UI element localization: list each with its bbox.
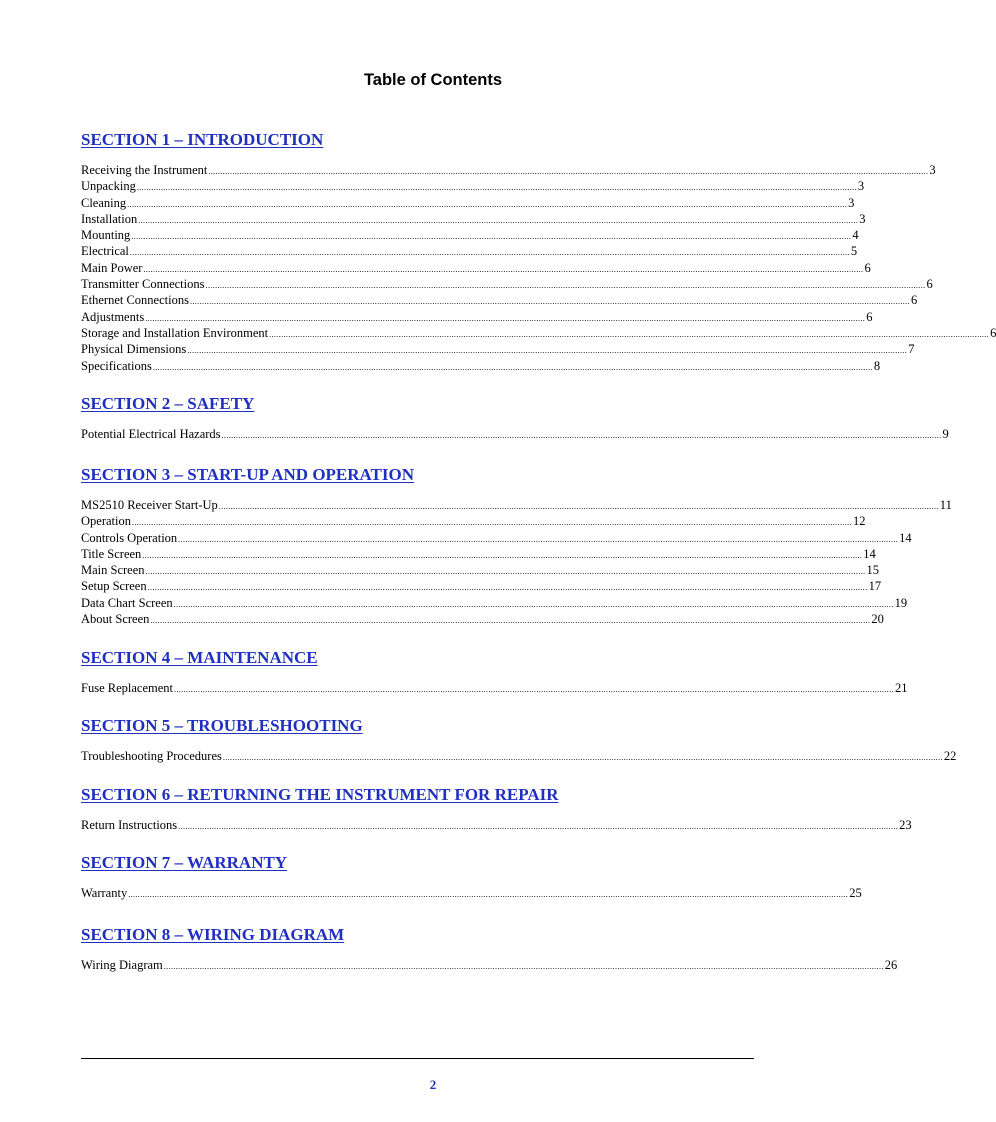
leader-dots: ............................................................................................................................................................................................................................................................................................................ [222, 753, 943, 762]
toc-entry[interactable] [81, 513, 866, 529]
entry-label: Warranty [81, 886, 128, 900]
leader-dots: ............................................................................................................................................................................................................................................................................................................ [131, 232, 852, 242]
entry-list [81, 885, 862, 901]
leader-dots: ............................................................................................................................................................................................................................................................................................................ [221, 431, 942, 440]
entry-page: 5 [850, 244, 858, 259]
section-heading[interactable]: SECTION 3 – START-UP AND OPERATION [81, 465, 415, 484]
toc-entry[interactable] [81, 211, 866, 227]
footer-divider [81, 1058, 754, 1059]
entry-page: 6 [866, 309, 873, 324]
entry-label: Transmitter Connections [81, 277, 205, 292]
entry-list [81, 957, 898, 973]
entry-label: Physical Dimensions [81, 342, 187, 357]
entry-list [81, 817, 912, 833]
toc-entry[interactable] [81, 162, 936, 178]
toc-entry[interactable] [81, 195, 855, 211]
entry-page: 6 [926, 277, 933, 292]
leader-dots: ............................................................................................................................................................................................................................................................................................................ [145, 313, 866, 323]
entry-list [81, 748, 957, 764]
leader-dots: ............................................................................................................................................................................................................................................................................................................ [131, 518, 852, 528]
entry-page: 22 [943, 749, 957, 763]
leader-dots: ............................................................................................................................................................................................................................................................................................................ [173, 599, 894, 609]
entry-label: Setup Screen [81, 579, 147, 594]
leader-dots: ............................................................................................................................................................................................................................................................................................................ [142, 550, 863, 560]
entry-label: Fuse Replacement [81, 681, 173, 695]
entry-page: 9 [942, 427, 949, 441]
toc-entry[interactable] [81, 227, 859, 243]
section-heading[interactable]: SECTION 6 – RETURNING THE INSTRUMENT FOR REPAIR [81, 785, 559, 804]
toc-entry[interactable] [81, 426, 949, 442]
entry-page: 17 [868, 579, 882, 594]
leader-dots: ............................................................................................................................................................................................................................................................................................................ [128, 890, 849, 899]
entry-page: 14 [899, 530, 912, 545]
toc-entry[interactable] [81, 530, 912, 546]
entry-label: Troubleshooting Procedures [81, 749, 222, 763]
toc-entry[interactable] [81, 595, 908, 611]
leader-dots: ............................................................................................................................................................................................................................................................................................................ [178, 822, 899, 831]
entry-label: Operation [81, 514, 131, 529]
entry-label: Installation [81, 211, 138, 226]
toc-entry[interactable] [81, 497, 952, 513]
entry-page: 6 [990, 325, 996, 340]
leader-dots: ............................................................................................................................................................................................................................................................................................................ [129, 248, 850, 258]
entry-page: 19 [894, 595, 908, 610]
toc-entry[interactable] [81, 341, 915, 357]
leader-dots: ............................................................................................................................................................................................................................................................................................................ [178, 534, 899, 544]
entry-page: 6 [864, 260, 871, 275]
entry-label: Data Chart Screen [81, 595, 173, 610]
section-heading[interactable]: SECTION 7 – WARRANTY [81, 853, 288, 872]
section-3 [81, 464, 952, 627]
entry-list [81, 426, 949, 442]
leader-dots: ............................................................................................................................................................................................................................................................................................................ [205, 281, 926, 291]
toc-entry[interactable] [81, 817, 912, 833]
entry-label: Mounting [81, 228, 131, 243]
entry-page: 3 [929, 163, 936, 177]
entry-page: 11 [939, 498, 952, 512]
entry-list [81, 162, 996, 374]
entry-page: 14 [863, 546, 876, 561]
page-number: 2 [429, 1077, 437, 1092]
entry-label: Ethernet Connections [81, 293, 189, 308]
leader-dots: ............................................................................................................................................................................................................................................................................................................ [152, 362, 873, 372]
entry-page: 21 [895, 681, 908, 695]
section-heading[interactable]: SECTION 1 – INTRODUCTION [81, 130, 324, 149]
entry-label: Electrical [81, 244, 129, 259]
section-heading[interactable]: SECTION 8 – WIRING DIAGRAM [81, 925, 345, 944]
toc-entry[interactable] [81, 243, 858, 259]
entry-page: 8 [873, 358, 881, 373]
toc-entry[interactable] [81, 276, 933, 292]
section-heading[interactable]: SECTION 5 – TROUBLESHOOTING [81, 716, 363, 735]
section-7 [81, 852, 862, 901]
section-6 [81, 784, 912, 833]
toc-entry[interactable] [81, 292, 918, 308]
entry-label: Main Screen [81, 563, 145, 578]
entry-label: Return Instructions [81, 818, 178, 832]
toc-entry[interactable] [81, 178, 865, 194]
section-8 [81, 924, 898, 973]
toc-entry[interactable] [81, 546, 876, 562]
toc-entry[interactable] [81, 562, 880, 578]
entry-page: 4 [852, 228, 859, 243]
entry-page: 6 [910, 293, 918, 308]
entry-label: Cleaning [81, 195, 127, 210]
toc-entry[interactable] [81, 358, 881, 374]
entry-page: 3 [859, 211, 866, 226]
leader-dots: ............................................................................................................................................................................................................................................................................................................ [136, 183, 857, 193]
entry-page: 7 [908, 342, 915, 357]
toc-entry[interactable] [81, 957, 898, 973]
toc-entry[interactable] [81, 578, 882, 594]
entry-label: Main Power [81, 260, 143, 275]
entry-label: Adjustments [81, 309, 145, 324]
leader-dots: ............................................................................................................................................................................................................................................................................................................ [189, 297, 910, 307]
leader-dots: ............................................................................................................................................................................................................................................................................................................ [147, 583, 868, 593]
toc-entry[interactable] [81, 885, 862, 901]
page-title: Table of Contents [363, 71, 503, 89]
leader-dots: ............................................................................................................................................................................................................................................................................................................ [145, 567, 866, 577]
entry-page: 25 [849, 886, 862, 900]
entry-page: 3 [857, 179, 865, 194]
entry-page: 12 [852, 514, 866, 529]
entry-label: Receiving the Instrument [81, 163, 208, 177]
toc-entry[interactable] [81, 748, 957, 764]
entry-label: Title Screen [81, 546, 142, 561]
entry-label: Unpacking [81, 179, 136, 194]
leader-dots: ............................................................................................................................................................................................................................................................................................................ [127, 199, 848, 209]
leader-dots: ............................................................................................................................................................................................................................................................................................................ [269, 329, 990, 339]
leader-dots: ............................................................................................................................................................................................................................................................................................................ [150, 616, 871, 626]
leader-dots: ............................................................................................................................................................................................................................................................................................................ [174, 685, 894, 694]
toc-entry[interactable] [81, 260, 871, 276]
leader-dots: ............................................................................................................................................................................................................................................................................................................ [138, 215, 859, 225]
leader-dots: ............................................................................................................................................................................................................................................................................................................ [143, 264, 864, 274]
section-heading[interactable]: SECTION 4 – MAINTENANCE [81, 648, 318, 667]
entry-label: About Screen [81, 612, 150, 627]
entry-label: Storage and Installation Environment [81, 325, 269, 340]
section-5 [81, 715, 957, 764]
entry-label: MS2510 Receiver Start-Up [81, 498, 218, 512]
entry-page: 15 [866, 563, 880, 578]
leader-dots: ............................................................................................................................................................................................................................................................................................................ [208, 167, 929, 176]
entry-label: Specifications [81, 358, 152, 373]
toc-entry[interactable] [81, 611, 884, 627]
entry-label: Wiring Diagram [81, 958, 163, 972]
leader-dots: ............................................................................................................................................................................................................................................................................................................ [187, 346, 908, 356]
toc-entry[interactable] [81, 325, 996, 341]
leader-dots: ............................................................................................................................................................................................................................................................................................................ [218, 502, 939, 511]
toc-entry[interactable] [81, 680, 908, 696]
entry-page: 3 [848, 195, 855, 210]
entry-page: 23 [899, 818, 912, 832]
entry-label: Potential Electrical Hazards [81, 427, 221, 441]
section-4 [81, 647, 908, 696]
leader-dots: ............................................................................................................................................................................................................................................................................................................ [163, 962, 884, 971]
entry-label: Controls Operation [81, 530, 178, 545]
entry-page: 26 [884, 958, 898, 972]
section-2 [81, 393, 949, 442]
toc-entry[interactable] [81, 309, 873, 325]
entry-list [81, 497, 952, 627]
entry-list [81, 680, 908, 696]
section-heading[interactable]: SECTION 2 – SAFETY [81, 394, 255, 413]
section-1 [81, 129, 996, 374]
entry-page: 20 [871, 612, 884, 627]
